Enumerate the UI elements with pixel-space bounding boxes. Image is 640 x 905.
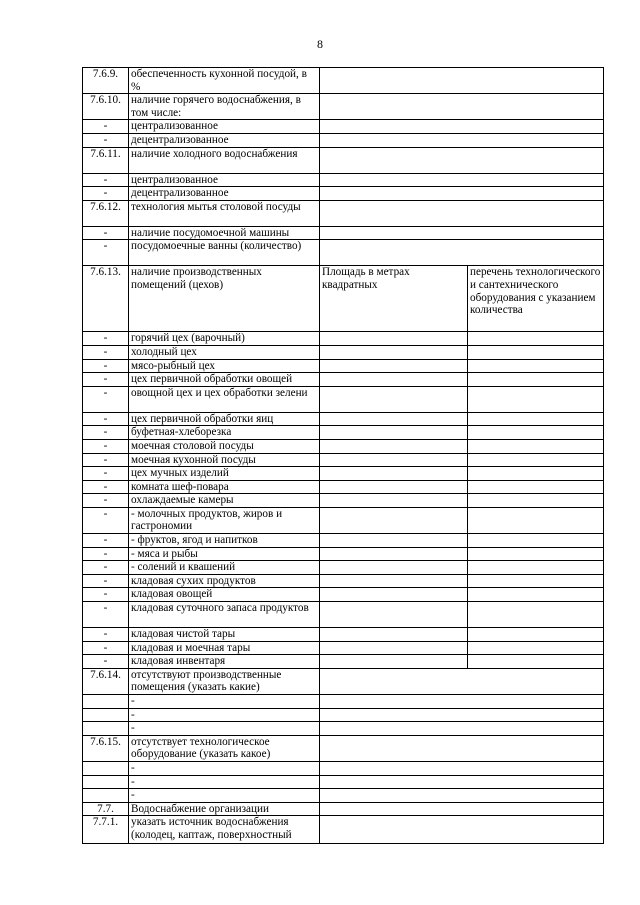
table-row: [83, 426, 604, 440]
item-number-cell: [83, 695, 129, 709]
item-text-cell: цех мучных изделий: [129, 467, 320, 481]
item-number-cell: [83, 775, 129, 789]
item-number-cell: [83, 789, 129, 803]
item-number-cell: -: [83, 628, 129, 642]
equipment-cell[interactable]: [468, 534, 604, 548]
table-row: [83, 534, 604, 548]
area-cell[interactable]: [320, 373, 468, 387]
item-number-cell: 7.6.9.: [83, 68, 129, 94]
equipment-cell: перечень технологического и сантехнического оборудования с указанием количества: [468, 266, 604, 332]
table-row: [83, 708, 604, 722]
item-text-cell: - солений и квашений: [129, 561, 320, 575]
table-row: [83, 412, 604, 426]
equipment-cell[interactable]: [468, 494, 604, 508]
table-row: [83, 735, 604, 761]
table-row: [83, 494, 604, 508]
area-cell[interactable]: [320, 494, 468, 508]
item-number-cell: -: [83, 480, 129, 494]
item-number-cell: -: [83, 345, 129, 359]
item-number-cell: -: [83, 359, 129, 373]
area-cell[interactable]: [320, 641, 468, 655]
item-text-cell: наличие холодного водоснабжения: [129, 147, 320, 173]
area-cell[interactable]: [320, 507, 468, 533]
answer-cell[interactable]: [320, 226, 604, 240]
answer-cell[interactable]: [320, 147, 604, 173]
inspection-form-table: [82, 67, 604, 844]
table-row: [83, 668, 604, 694]
item-number-cell: 7.6.14.: [83, 668, 129, 694]
area-cell[interactable]: [320, 332, 468, 346]
item-text-cell: цех первичной обработки яиц: [129, 412, 320, 426]
item-text-cell: отсутствует технологическое оборудование (указать какое): [129, 735, 320, 761]
item-text-cell: горячий цех (варочный): [129, 332, 320, 346]
answer-cell[interactable]: [320, 187, 604, 201]
equipment-cell[interactable]: [468, 426, 604, 440]
area-cell[interactable]: [320, 561, 468, 575]
equipment-cell[interactable]: [468, 574, 604, 588]
item-number-cell: -: [83, 588, 129, 602]
item-text-cell: Водоснабжение организации: [129, 802, 320, 816]
area-cell[interactable]: [320, 467, 468, 481]
item-number-cell: [83, 708, 129, 722]
item-text-cell: -: [129, 761, 320, 775]
item-text-cell: -: [129, 708, 320, 722]
equipment-cell[interactable]: [468, 359, 604, 373]
item-number-cell: -: [83, 494, 129, 508]
area-cell[interactable]: [320, 386, 468, 412]
item-number-cell: -: [83, 641, 129, 655]
equipment-cell[interactable]: [468, 373, 604, 387]
equipment-cell[interactable]: [468, 641, 604, 655]
table-row: [83, 453, 604, 467]
table-row: [83, 789, 604, 803]
item-number-cell: -: [83, 187, 129, 201]
item-number-cell: -: [83, 412, 129, 426]
table-row: [83, 120, 604, 134]
table-row: [83, 332, 604, 346]
table-row: [83, 386, 604, 412]
answer-cell[interactable]: [320, 802, 604, 816]
item-text-cell: кладовая овощей: [129, 588, 320, 602]
item-text-cell: охлаждаемые камеры: [129, 494, 320, 508]
equipment-cell[interactable]: [468, 345, 604, 359]
table-row: [83, 147, 604, 173]
area-cell[interactable]: [320, 547, 468, 561]
answer-cell[interactable]: [320, 708, 604, 722]
item-number-cell: -: [83, 602, 129, 628]
area-cell[interactable]: [320, 480, 468, 494]
table-row: [83, 574, 604, 588]
answer-cell[interactable]: [320, 668, 604, 694]
table-row: [83, 133, 604, 147]
area-cell[interactable]: [320, 345, 468, 359]
table-row: [83, 775, 604, 789]
item-text-cell: овощной цех и цех обработки зелени: [129, 386, 320, 412]
area-cell[interactable]: [320, 412, 468, 426]
item-number-cell: -: [83, 547, 129, 561]
table-row: [83, 602, 604, 628]
table-row: [83, 641, 604, 655]
item-text-cell: обеспеченность кухонной посудой, в %: [129, 68, 320, 94]
item-text-cell: -: [129, 695, 320, 709]
item-text-cell: - мяса и рыбы: [129, 547, 320, 561]
answer-cell[interactable]: [320, 94, 604, 120]
answer-cell[interactable]: [320, 775, 604, 789]
table-row: [83, 373, 604, 387]
item-text-cell: -: [129, 722, 320, 736]
equipment-cell[interactable]: [468, 655, 604, 669]
table-row: [83, 226, 604, 240]
table-row: [83, 761, 604, 775]
table-row: [83, 94, 604, 120]
equipment-cell[interactable]: [468, 547, 604, 561]
item-number-cell: -: [83, 226, 129, 240]
answer-cell[interactable]: [320, 735, 604, 761]
item-text-cell: децентрализованное: [129, 133, 320, 147]
area-cell[interactable]: [320, 574, 468, 588]
equipment-cell[interactable]: [468, 453, 604, 467]
area-cell: Площадь в метрах квадратных: [320, 266, 468, 332]
item-number-cell: [83, 722, 129, 736]
equipment-cell[interactable]: [468, 386, 604, 412]
item-number-cell: 7.6.10.: [83, 94, 129, 120]
item-number-cell: -: [83, 173, 129, 187]
table-row: [83, 655, 604, 669]
table-row: [83, 345, 604, 359]
equipment-cell[interactable]: [468, 332, 604, 346]
equipment-cell[interactable]: [468, 412, 604, 426]
answer-cell[interactable]: [320, 200, 604, 226]
area-cell[interactable]: [320, 426, 468, 440]
item-number-cell: -: [83, 426, 129, 440]
area-cell[interactable]: [320, 439, 468, 453]
table-row: [83, 722, 604, 736]
table-row: [83, 187, 604, 201]
item-text-cell: цех первичной обработки овощей: [129, 373, 320, 387]
area-cell[interactable]: [320, 602, 468, 628]
item-text-cell: централизованное: [129, 173, 320, 187]
item-number-cell: -: [83, 453, 129, 467]
item-number-cell: -: [83, 386, 129, 412]
item-text-cell: наличие горячего водоснабжения, в том числе:: [129, 94, 320, 120]
item-number-cell: 7.6.12.: [83, 200, 129, 226]
item-text-cell: кладовая чистой тары: [129, 628, 320, 642]
area-cell[interactable]: [320, 534, 468, 548]
item-number-cell: -: [83, 240, 129, 266]
item-text-cell: наличие посудомоечной машины: [129, 226, 320, 240]
item-text-cell: отсутствуют производственные помещения (указать какие): [129, 668, 320, 694]
item-number-cell: -: [83, 439, 129, 453]
item-number-cell: -: [83, 507, 129, 533]
item-text-cell: моечная кухонной посуды: [129, 453, 320, 467]
table-row: [83, 467, 604, 481]
equipment-cell[interactable]: [468, 561, 604, 575]
item-text-cell: - фруктов, ягод и напитков: [129, 534, 320, 548]
answer-cell[interactable]: [320, 68, 604, 94]
table-row: [83, 547, 604, 561]
item-text-cell: комната шеф-повара: [129, 480, 320, 494]
item-text-cell: централизованное: [129, 120, 320, 134]
area-cell[interactable]: [320, 453, 468, 467]
table-row: [83, 200, 604, 226]
table-row: [83, 266, 604, 332]
item-text-cell: буфетная-хлеборезка: [129, 426, 320, 440]
equipment-cell[interactable]: [468, 628, 604, 642]
item-text-cell: кладовая сухих продуктов: [129, 574, 320, 588]
equipment-cell[interactable]: [468, 439, 604, 453]
item-number-cell: -: [83, 120, 129, 134]
table-row: [83, 68, 604, 94]
equipment-cell[interactable]: [468, 467, 604, 481]
answer-cell[interactable]: [320, 695, 604, 709]
item-text-cell: моечная столовой посуды: [129, 439, 320, 453]
item-text-cell: технология мытья столовой посуды: [129, 200, 320, 226]
item-text-cell: - молочных продуктов, жиров и гастрономии: [129, 507, 320, 533]
item-text-cell: -: [129, 775, 320, 789]
item-text-cell: -: [129, 789, 320, 803]
page-number: 8: [317, 37, 323, 51]
equipment-cell[interactable]: [468, 507, 604, 533]
item-text-cell: указать источник водоснабжения (колодец, каптаж, поверхностный: [129, 816, 320, 844]
table-row: [83, 588, 604, 602]
table-body: [83, 68, 604, 844]
answer-cell[interactable]: [320, 722, 604, 736]
item-text-cell: кладовая инвентаря: [129, 655, 320, 669]
item-number-cell: 7.6.15.: [83, 735, 129, 761]
item-number-cell: 7.6.13.: [83, 266, 129, 332]
area-cell[interactable]: [320, 588, 468, 602]
table-row: [83, 240, 604, 266]
table-row: [83, 173, 604, 187]
item-text-cell: кладовая и моечная тары: [129, 641, 320, 655]
item-text-cell: наличие производственных помещений (цехов): [129, 266, 320, 332]
equipment-cell[interactable]: [468, 602, 604, 628]
item-number-cell: 7.7.: [83, 802, 129, 816]
table-row: [83, 695, 604, 709]
item-number-cell: -: [83, 655, 129, 669]
item-text-cell: децентрализованное: [129, 187, 320, 201]
area-cell[interactable]: [320, 655, 468, 669]
answer-cell[interactable]: [320, 816, 604, 844]
table-row: [83, 628, 604, 642]
item-number-cell: -: [83, 373, 129, 387]
answer-cell[interactable]: [320, 789, 604, 803]
item-number-cell: [83, 761, 129, 775]
item-number-cell: -: [83, 467, 129, 481]
item-number-cell: 7.7.1.: [83, 816, 129, 844]
answer-cell[interactable]: [320, 173, 604, 187]
table-row: [83, 439, 604, 453]
table-row: [83, 816, 604, 844]
table-row: [83, 359, 604, 373]
area-cell[interactable]: [320, 359, 468, 373]
area-cell[interactable]: [320, 628, 468, 642]
table-row: [83, 561, 604, 575]
table-row: [83, 507, 604, 533]
answer-cell[interactable]: [320, 120, 604, 134]
answer-cell[interactable]: [320, 133, 604, 147]
item-text-cell: посудомоечные ванны (количество): [129, 240, 320, 266]
table-row: [83, 480, 604, 494]
item-number-cell: -: [83, 574, 129, 588]
item-number-cell: -: [83, 534, 129, 548]
item-text-cell: кладовая суточного запаса продуктов: [129, 602, 320, 628]
answer-cell[interactable]: [320, 240, 604, 266]
equipment-cell[interactable]: [468, 480, 604, 494]
item-number-cell: -: [83, 561, 129, 575]
equipment-cell[interactable]: [468, 588, 604, 602]
table-row: [83, 802, 604, 816]
answer-cell[interactable]: [320, 761, 604, 775]
item-text-cell: мясо-рыбный цех: [129, 359, 320, 373]
item-text-cell: холодный цех: [129, 345, 320, 359]
item-number-cell: 7.6.11.: [83, 147, 129, 173]
item-number-cell: -: [83, 332, 129, 346]
item-number-cell: -: [83, 133, 129, 147]
